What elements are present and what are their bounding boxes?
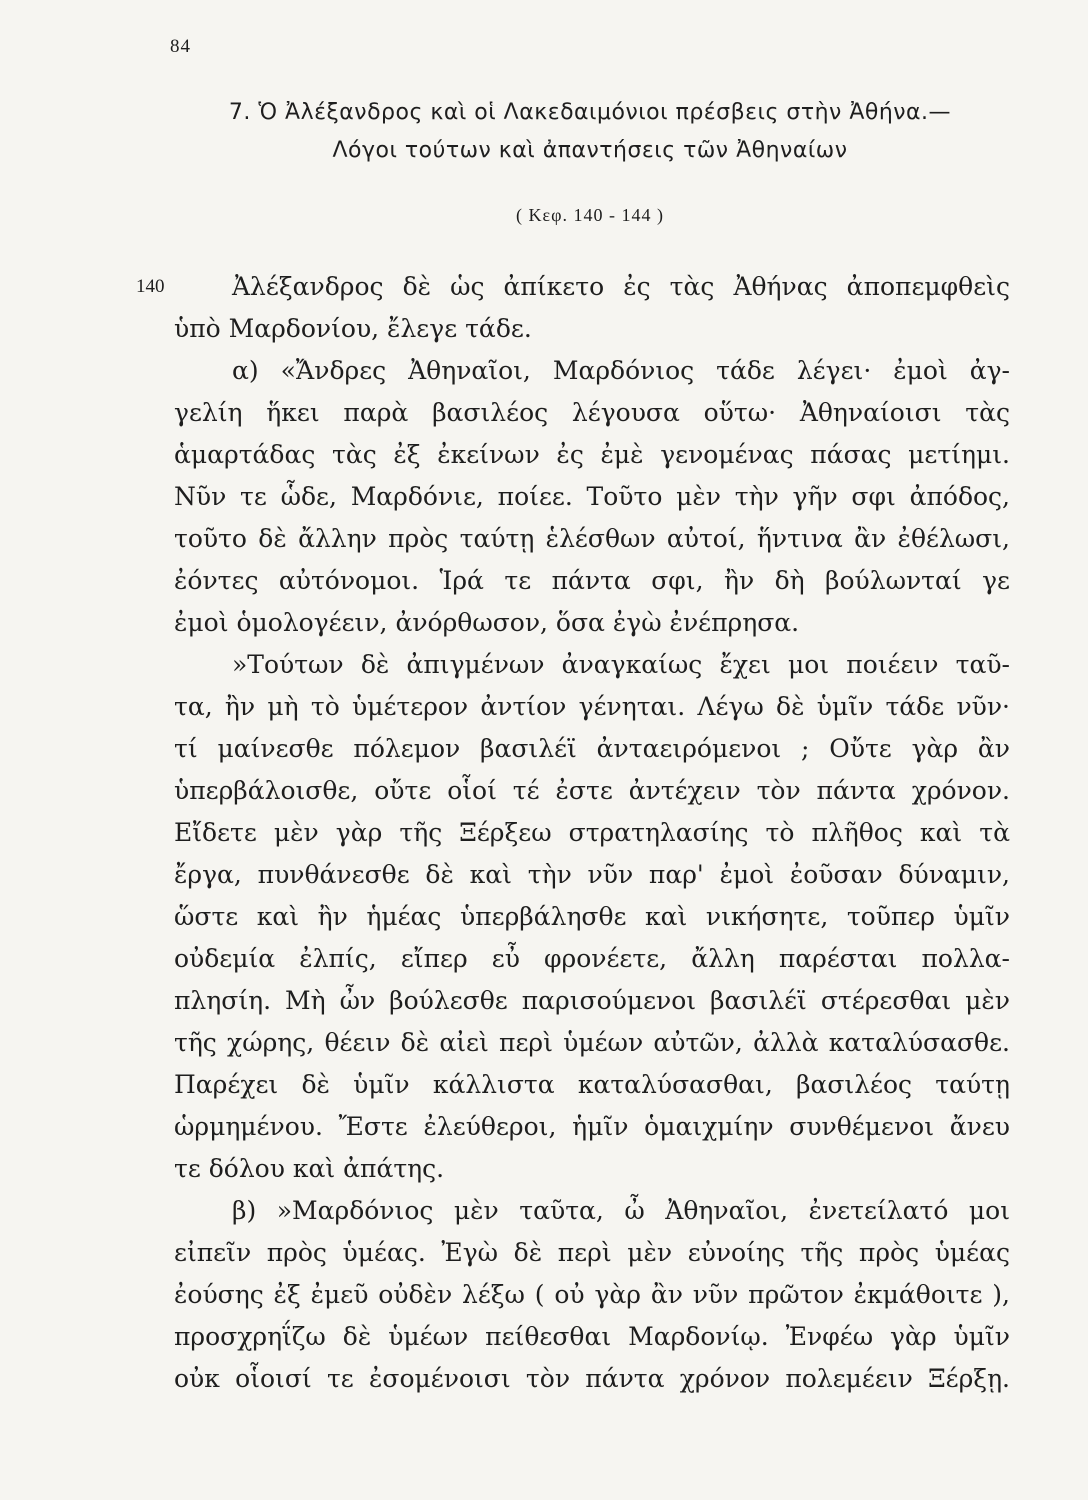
text-line: τοῦτο δὲ ἄλλην πρὸς ταύτῃ ἑλέσθων αὐτοί, ἥντινα ἂν ἐθέλωσι, (174, 524, 1010, 553)
text-line: Νῦν τε ὧδε, Μαρδόνιε, ποίεε. Τοῦτο μὲν τὴν γῆν σφι ἀπόδος, (174, 482, 1010, 511)
text-line: εἰπεῖν πρὸς ὑμέας. Ἐγὼ δὲ περὶ μὲν εὐνοίης τῆς πρὸς ὑμέας (174, 1238, 1010, 1267)
chapter-reference: ( Κεφ. 140 - 144 ) (516, 205, 664, 225)
text-line: γελίη ἥκει παρὰ βασιλέος λέγουσα οὕτω· Ἀθηναίοισι τὰς (174, 398, 1010, 427)
text-line: ἁμαρτάδας τὰς ἐξ ἐκείνων ἐς ἐμὲ γενομένας πάσας μετίημι. (174, 440, 1010, 469)
text-line: »Τούτων δὲ ἀπιγμένων ἀναγκαίως ἔχει μοι ποιέειν ταῦ- (232, 650, 1010, 679)
section-heading-line-1: 7. Ὁ Ἀλέξανδρος καὶ οἱ Λακεδαιμόνιοι πρέσβεις στὴν Ἀθήνα.— (228, 100, 952, 125)
text-line: α) «Ἄνδρες Ἀθηναῖοι, Μαρδόνιος τάδε λέγει· ἐμοὶ ἀγ- (232, 356, 1010, 385)
text-line: Παρέχει δὲ ὑμῖν κάλλιστα καταλύσασθαι, βασιλέος ταύτῃ (174, 1070, 1010, 1099)
margin-chapter-number: 140 (136, 276, 165, 297)
text-line: τε δόλου καὶ ἀπάτης. (174, 1154, 445, 1183)
text-line: οὐδεμία ἐλπίς, εἴπερ εὖ φρονέετε, ἄλλη παρέσται πολλα- (174, 944, 1010, 973)
text-line: προσχρηΐζω δὲ ὑμέων πείθεσθαι Μαρδονίῳ. Ἐνφέω γὰρ ὑμῖν (174, 1322, 1010, 1351)
text-line: ἐούσης ἐξ ἐμεῦ οὐδὲν λέξω ( οὐ γὰρ ἂν νῦν πρῶτον ἐκμάθοιτε ), (174, 1280, 1010, 1309)
text-line: ὑπερβάλοισθε, οὔτε οἷοί τέ ἐστε ἀντέχειν τὸν πάντα χρόνον. (174, 776, 1010, 805)
text-line: ὥστε καὶ ἢν ἡμέας ὑπερβάλησθε καὶ νικήσητε, τοῦπερ ὑμῖν (174, 902, 1010, 931)
text-line: ἔργα, πυνθάνεσθε δὲ καὶ τὴν νῦν παρ' ἐμοὶ ἐοῦσαν δύναμιν, (174, 860, 1010, 889)
text-line: τα, ἢν μὴ τὸ ὑμέτερον ἀντίον γένηται. Λέγω δὲ ὑμῖν τάδε νῦν· (174, 692, 1010, 721)
text-line: πλησίη. Μὴ ὦν βούλεσθε παρισούμενοι βασιλέϊ στέρεσθαι μὲν (174, 986, 1010, 1015)
text-line: τί μαίνεσθε πόλεμον βασιλέϊ ἀνταειρόμενοι ; Οὔτε γὰρ ἂν (174, 734, 1010, 763)
text-line: ὑπὸ Μαρδονίου, ἔλεγε τάδε. (174, 314, 532, 343)
text-line: τῆς χώρης, θέειν δὲ αἰεὶ περὶ ὑμέων αὐτῶν, ἀλλὰ καταλύσασθε. (174, 1028, 1010, 1057)
text-line: β) »Μαρδόνιος μὲν ταῦτα, ὦ Ἀθηναῖοι, ἐνετείλατό μοι (232, 1196, 1010, 1225)
text-line: ὡρμημένου. Ἔστε ἐλεύθεροι, ἡμῖν ὁμαιχμίην συνθέμενοι ἄνευ (174, 1112, 1010, 1141)
text-line: Εἴδετε μὲν γὰρ τῆς Ξέρξεω στρατηλασίης τὸ πλῆθος καὶ τὰ (174, 818, 1010, 847)
section-heading-line-2: Λόγοι τούτων καὶ ἀπαντήσεις τῶν Ἀθηναίων (332, 138, 848, 163)
page-number: 84 (170, 36, 191, 57)
text-line: ἐμοὶ ὁμολογέειν, ἀνόρθωσον, ὅσα ἐγὼ ἐνέπρησα. (174, 608, 800, 637)
text-line: ἐόντες αὐτόνομοι. Ἱρά τε πάντα σφι, ἢν δὴ βούλωνταί γε (174, 566, 1010, 595)
text-line: Ἀλέξανδρος δὲ ὡς ἀπίκετο ἐς τὰς Ἀθήνας ἀποπεμφθεὶς (232, 272, 1010, 301)
text-line: οὐκ οἷοισί τε ἐσομένοισι τὸν πάντα χρόνον πολεμέειν Ξέρξῃ. (174, 1364, 1010, 1393)
